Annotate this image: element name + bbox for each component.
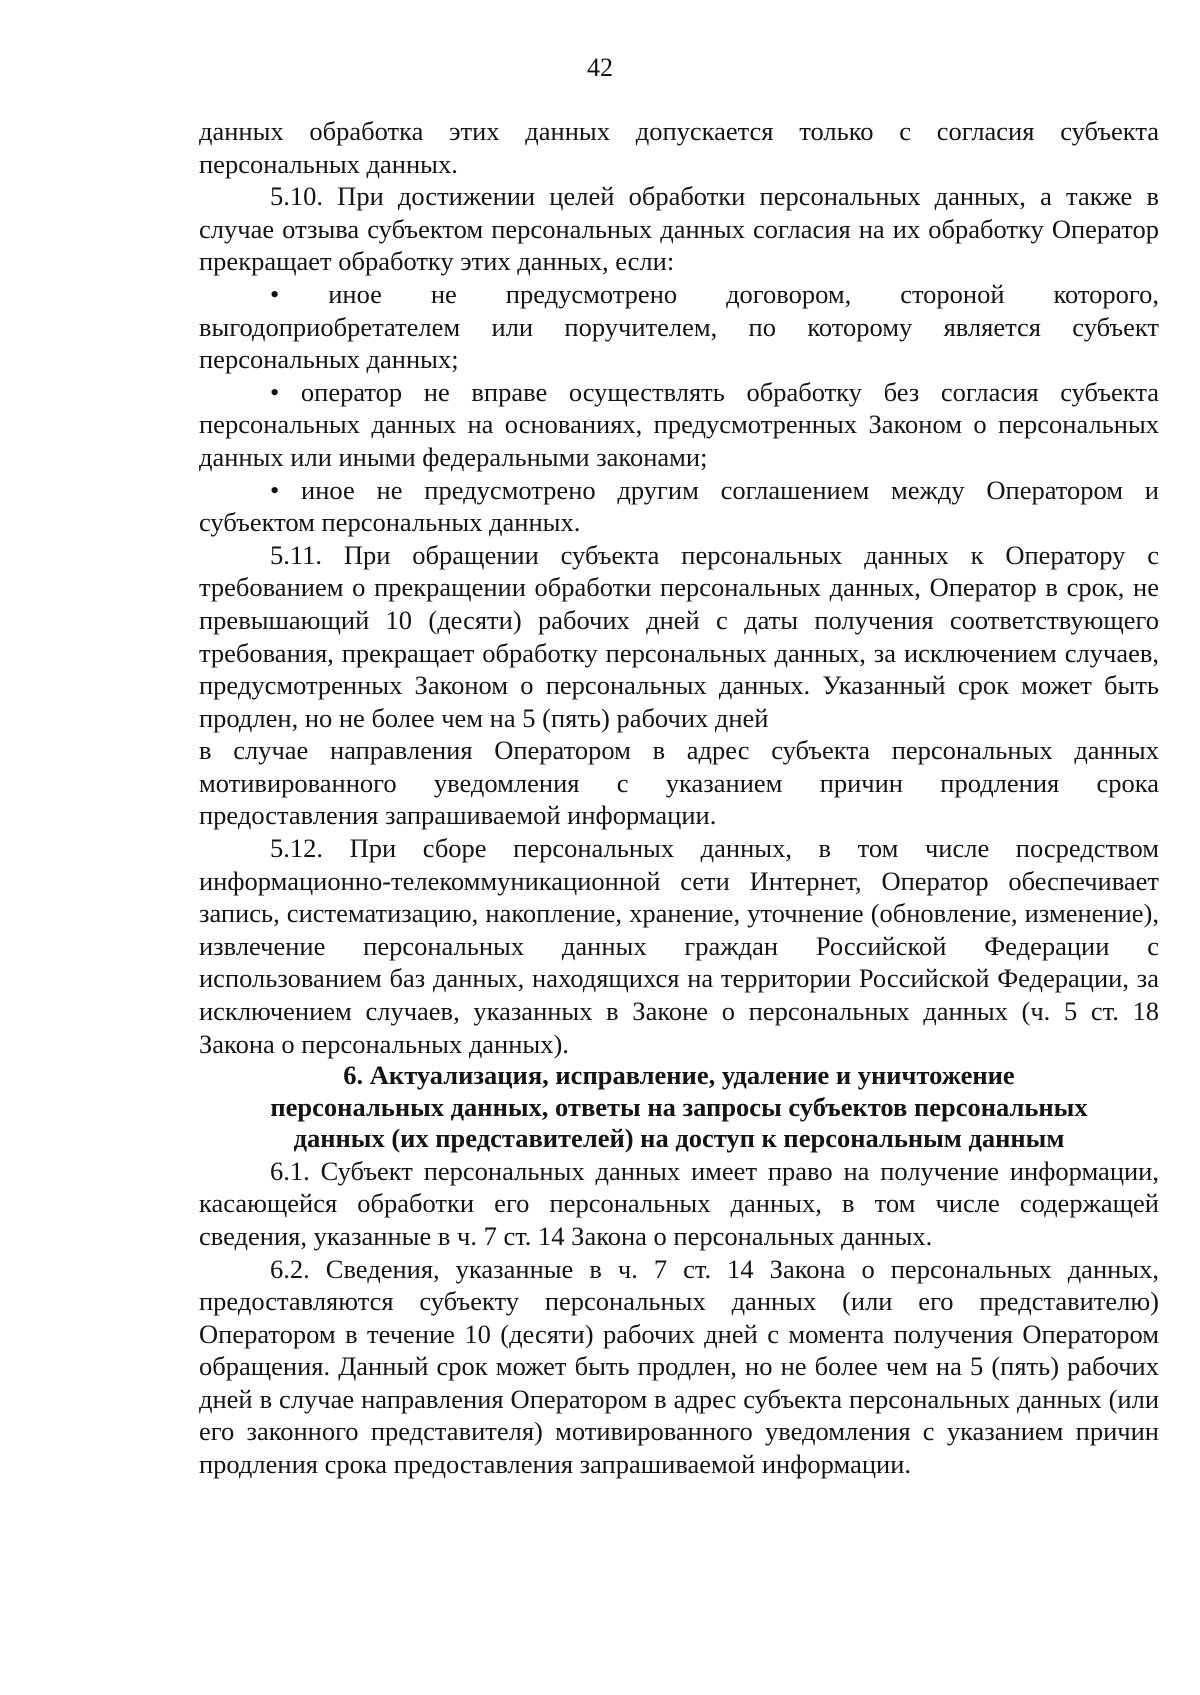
document-body bbox=[199, 115, 1159, 1481]
paragraph-5-10: 5.10. При достижении целей обработки персональных данных, а также в случае отзыва субъектом персональных данных согласия на их обработку Оператор прекращает обработку этих данных, если: bbox=[199, 181, 1159, 277]
bullet-item-2: • оператор не вправе осуществлять обработку без согласия субъекта персональных данных на основаниях, предусмотренных Законом о персональных данных или иными федеральными законами; bbox=[199, 376, 1159, 472]
bullet-item-1: • иное не предусмотрено договором, стороной которого, выгодоприобретателем или поручителем, по которому является субъект персональных данных; bbox=[199, 278, 1159, 375]
paragraph-continuation: данных обработка этих данных допускается только с согласия субъекта персональных данных. bbox=[199, 116, 1159, 179]
paragraph-6-2: 6.2. Сведения, указанные в ч. 7 ст. 14 Закона о персональных данных, предоставляются субъекту персональных данных (или его представителю) Оператором в течение 10 (десяти) рабочих дней с момента получения Оператором обращения. Данный срок может быть продлен, но не более чем на 5 (пять) рабочих дней в случае направления Оператором в адрес субъекта персональных данных (или его законного представителя) мотивированного уведомления с указанием причин продления срока предоставления запрашиваемой информации. bbox=[199, 1253, 1159, 1480]
paragraph-5-11: 5.11. При обращении субъекта персональных данных к Оператору с требованием о прекращении обработки персональных данных, Оператор в срок, не превышающий 10 (десяти) рабочих дней с даты получения соответствующего требования, прекращает обработку персональных данных, за исключением случаев, предусмотренных Законом о персональных данных. Указанный срок может быть продлен, но не более чем на 5 (пять) рабочих дней bbox=[199, 539, 1159, 733]
paragraph-6-1: 6.1. Субъект персональных данных имеет право на получение информации, касающейся обработки его персональных данных, в том числе содержащей сведения, указанные в ч. 7 ст. 14 Закона о персональных данных. bbox=[199, 1155, 1159, 1251]
section-heading-6: 6. Актуализация, исправление, удаление и уничтожение персональных данных, ответы на запросы субъектов персональных данных (их представителей) на доступ к персональным данным bbox=[270, 1060, 1088, 1154]
paragraph-5-12: 5.12. При сборе персональных данных, в том числе посредством информационно-телекоммуникационной сети Интернет, Оператор обеспечивает запись, систематизацию, накопление, хранение, уточнение (обновление, изменение), извлечение персональных данных граждан Российской Федерации с использованием баз данных, находящихся на территории Российской Федерации, за исключением случаев, указанных в Законе о персональных данных (ч. 5 ст. 18 Закона о персональных данных). bbox=[199, 833, 1159, 1059]
paragraph-5-11-continuation: в случае направления Оператором в адрес субъекта персональных данных мотивированного уведомления с указанием причин продления срока предоставления запрашиваемой информации. bbox=[199, 735, 1159, 831]
bullet-item-3: • иное не предусмотрено другим соглашением между Оператором и субъектом персональных данных. bbox=[199, 474, 1159, 538]
page-number: 42 bbox=[587, 53, 613, 82]
